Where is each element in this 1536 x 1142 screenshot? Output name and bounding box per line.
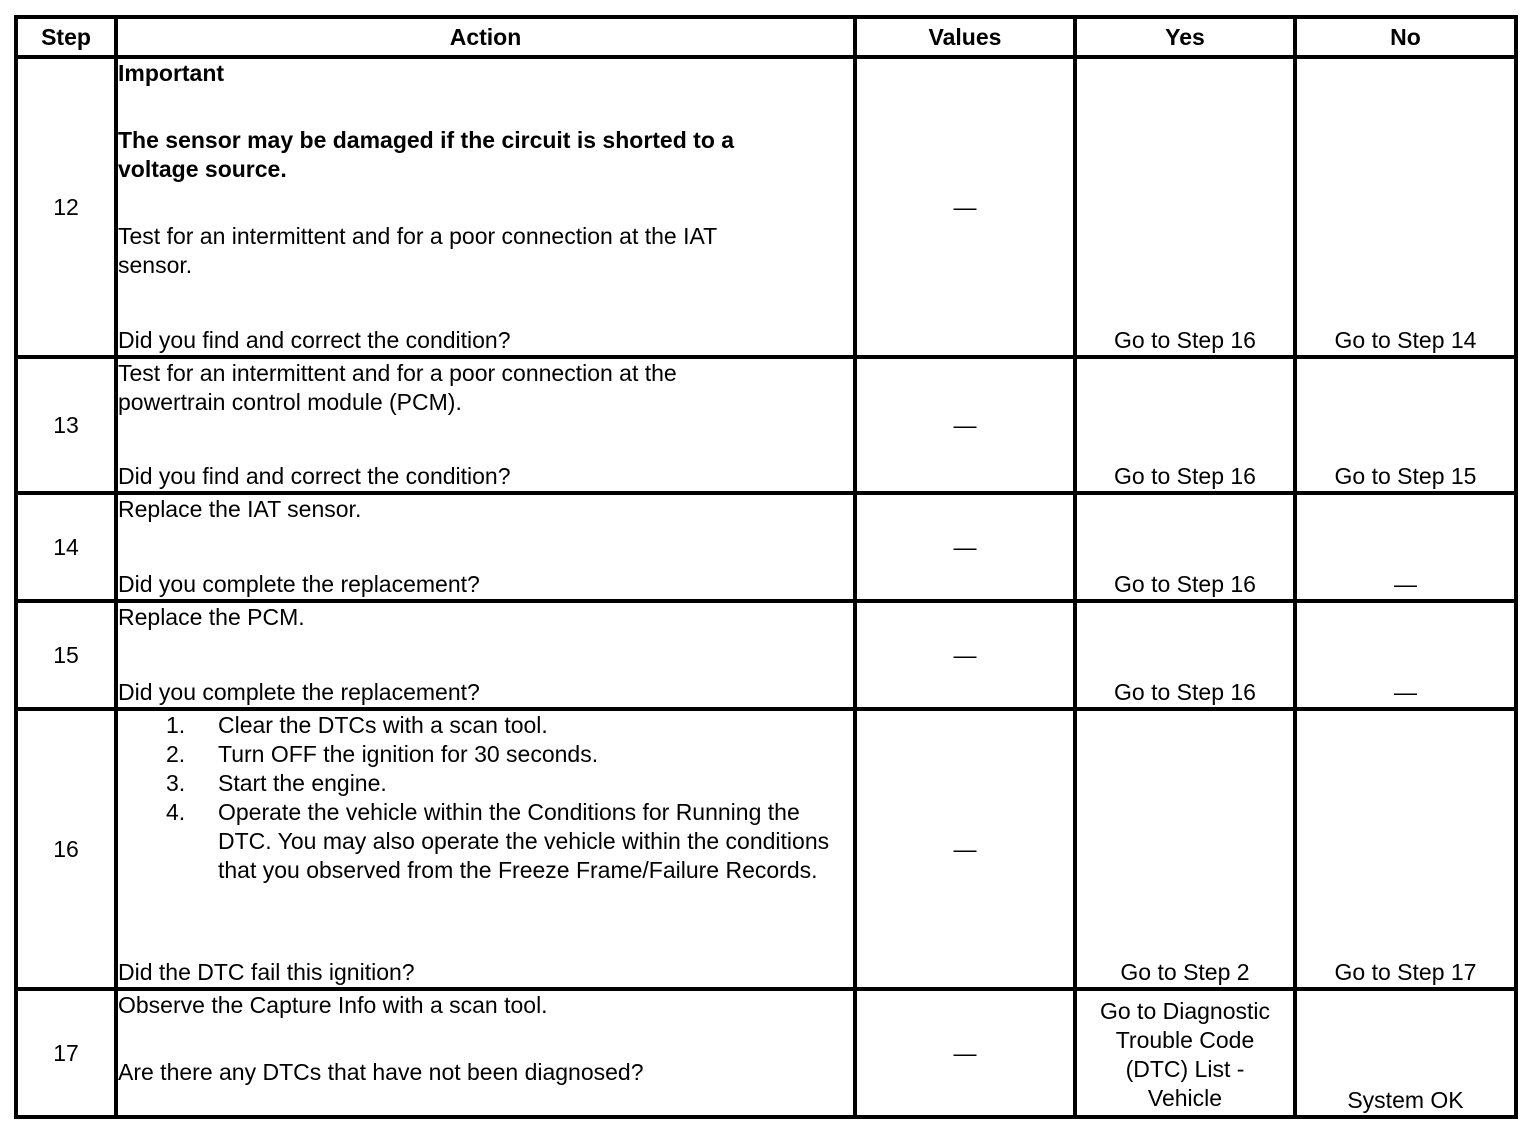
- important-label: Important: [118, 60, 225, 86]
- action-instruction: Test for an intermittent and for a poor connection at the powertrain control module (PCM).: [118, 360, 677, 415]
- action-question: Did you find and correct the condition?: [118, 463, 511, 489]
- yes-link[interactable]: Go to Step 16: [1075, 357, 1295, 493]
- yes-link[interactable]: Go to Step 2: [1075, 709, 1295, 989]
- list-item-text: Start the engine.: [218, 770, 387, 796]
- no-value: —: [1295, 493, 1516, 601]
- step-number: 17: [16, 989, 116, 1117]
- table-row: [16, 57, 1516, 357]
- list-item: [166, 769, 853, 798]
- no-link[interactable]: Go to Step 17: [1295, 709, 1516, 989]
- list-item-text: Turn OFF the ignition for 30 seconds.: [218, 741, 599, 767]
- action-question: Did you complete the replacement?: [118, 679, 480, 705]
- no-link[interactable]: Go to Step 14: [1295, 57, 1516, 357]
- no-link[interactable]: Go to Step 15: [1295, 357, 1516, 493]
- table-row: [16, 601, 1516, 709]
- values-cell: —: [855, 57, 1075, 357]
- list-item-number: 1.: [166, 712, 186, 738]
- list-item-number: 3.: [166, 770, 186, 796]
- action-cell: [116, 601, 855, 709]
- yes-link[interactable]: Go to Step 16: [1075, 601, 1295, 709]
- yes-link[interactable]: Go to Step 16: [1075, 493, 1295, 601]
- step-number: 15: [16, 601, 116, 709]
- step-number: 16: [16, 709, 116, 989]
- action-cell: [116, 57, 855, 357]
- table-row: [16, 709, 1516, 989]
- table-row: [16, 989, 1516, 1117]
- values-cell: —: [855, 357, 1075, 493]
- header-row: [16, 17, 1516, 57]
- header-step: Step: [16, 17, 116, 57]
- list-item-number: 2.: [166, 741, 186, 767]
- header-no: No: [1295, 17, 1516, 57]
- important-text: The sensor may be damaged if the circuit is shorted to a voltage source.: [118, 127, 735, 182]
- list-item-text: Clear the DTCs with a scan tool.: [218, 712, 548, 738]
- table-row: [16, 357, 1516, 493]
- values-cell: —: [855, 601, 1075, 709]
- diagnostic-table: [14, 15, 1518, 1119]
- values-cell: —: [855, 493, 1075, 601]
- system-ok-value: System OK: [1295, 989, 1516, 1117]
- action-cell: [116, 989, 855, 1117]
- action-question: Did you complete the replacement?: [118, 571, 480, 597]
- values-cell: —: [855, 989, 1075, 1117]
- values-cell: —: [855, 709, 1075, 989]
- no-value: —: [1295, 601, 1516, 709]
- list-item: [166, 711, 853, 740]
- procedure-list: [118, 711, 853, 885]
- action-instruction: Test for an intermittent and for a poor connection at the IAT sensor.: [118, 223, 717, 278]
- header-yes: Yes: [1075, 17, 1295, 57]
- action-question: Did you find and correct the condition?: [118, 327, 511, 353]
- list-item: [166, 798, 853, 885]
- action-question: Are there any DTCs that have not been diagnosed?: [118, 1059, 644, 1085]
- action-instruction: Replace the IAT sensor.: [118, 496, 362, 522]
- list-item: [166, 740, 853, 769]
- list-item-text: Operate the vehicle within the Conditions for Running the DTC. You may also operate the vehicle within the conditions that you observed from the Freeze Frame/Failure Records.: [218, 799, 830, 883]
- action-cell: [116, 357, 855, 493]
- header-action: Action: [116, 17, 855, 57]
- step-number: 12: [16, 57, 116, 357]
- action-instruction: Replace the PCM.: [118, 604, 305, 630]
- step-number: 14: [16, 493, 116, 601]
- header-values: Values: [855, 17, 1075, 57]
- action-question: Did the DTC fail this ignition?: [118, 959, 415, 985]
- step-number: 13: [16, 357, 116, 493]
- yes-link[interactable]: Go to Step 16: [1075, 57, 1295, 357]
- action-cell: [116, 709, 855, 989]
- action-cell: [116, 493, 855, 601]
- table-row: [16, 493, 1516, 601]
- list-item-number: 4.: [166, 799, 186, 825]
- action-instruction: Observe the Capture Info with a scan tool.: [118, 992, 548, 1018]
- yes-link[interactable]: Go to Diagnostic Trouble Code (DTC) List - Vehicle: [1075, 989, 1295, 1117]
